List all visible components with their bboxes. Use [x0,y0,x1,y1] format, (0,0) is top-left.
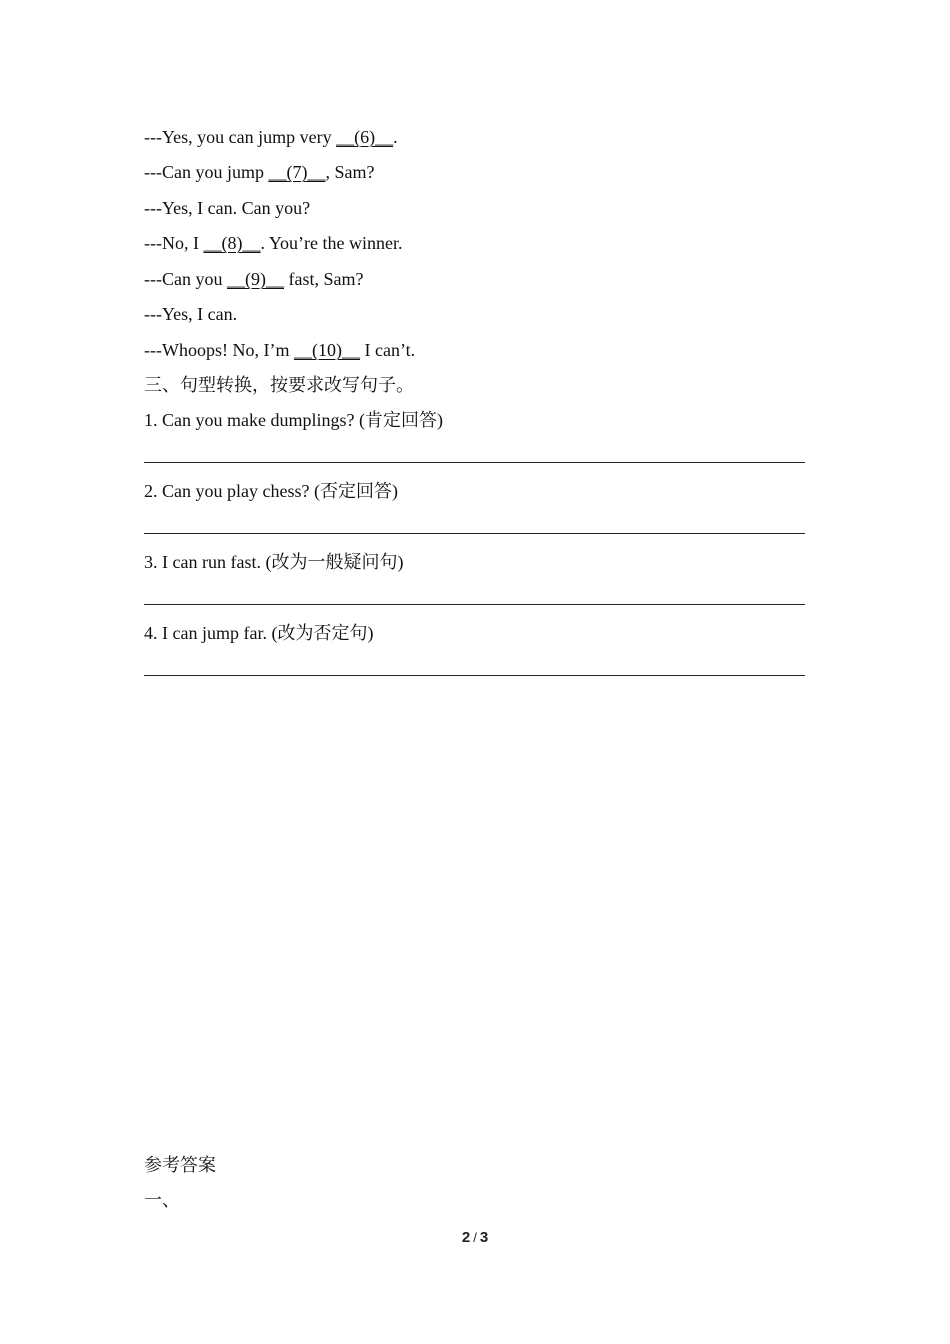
dialogue-line [144,196,310,220]
dialogue-line-7 [144,160,374,184]
section-heading: 三、句型转换，按要求改写句子。 [144,375,414,395]
answer-line-1 [144,462,805,463]
question-1: 1. Can you make dumplings? (肯定回答) [144,410,443,430]
dialogue-text: , Sam? [325,162,375,182]
dialogue-line-6 [144,125,398,149]
dialogue-text: . You’re the winner. [260,233,403,253]
page-current: 2 [461,1229,471,1246]
dialogue-text: ---Yes, I can. [144,304,238,324]
dialogue-line-8 [144,231,402,255]
fill-blank-9: __(9)__ [226,269,284,289]
answers-part-1: 一、 [144,1190,180,1210]
answer-line-3 [144,604,805,605]
dialogue-text: ---Can you jump [144,162,269,182]
answer-line-2 [144,533,805,534]
dialogue-text: fast, Sam? [283,269,364,289]
question-3: 3. I can run fast. (改为一般疑问句) [144,552,404,572]
dialogue-line-10 [144,338,415,362]
fill-blank-6: __(6)__ [336,127,394,147]
dialogue-text: I can’t. [359,340,416,360]
dialogue-text: ---Yes, I can. Can you? [144,198,311,218]
dialogue-text: ---Whoops! No, I’m [144,340,294,360]
answer-line-4 [144,675,805,676]
fill-blank-7: __(7)__ [268,162,326,182]
dialogue-text: ---No, I [144,233,204,253]
dialogue-text: ---Can you [144,269,227,289]
page-separator: / [473,1230,477,1245]
dialogue-line [144,302,237,326]
dialogue-text: . [393,127,398,147]
fill-blank-8: __(8)__ [203,233,261,253]
fill-blank-10: __(10)__ [293,340,360,360]
dialogue-text: ---Yes, you can jump very [144,127,337,147]
answers-heading: 参考答案 [144,1155,216,1175]
page-total: 3 [479,1229,489,1246]
question-2: 2. Can you play chess? (否定回答) [144,481,398,501]
question-4: 4. I can jump far. (改为否定句) [144,623,374,643]
page-number [0,1229,950,1246]
dialogue-line-9 [144,267,363,291]
